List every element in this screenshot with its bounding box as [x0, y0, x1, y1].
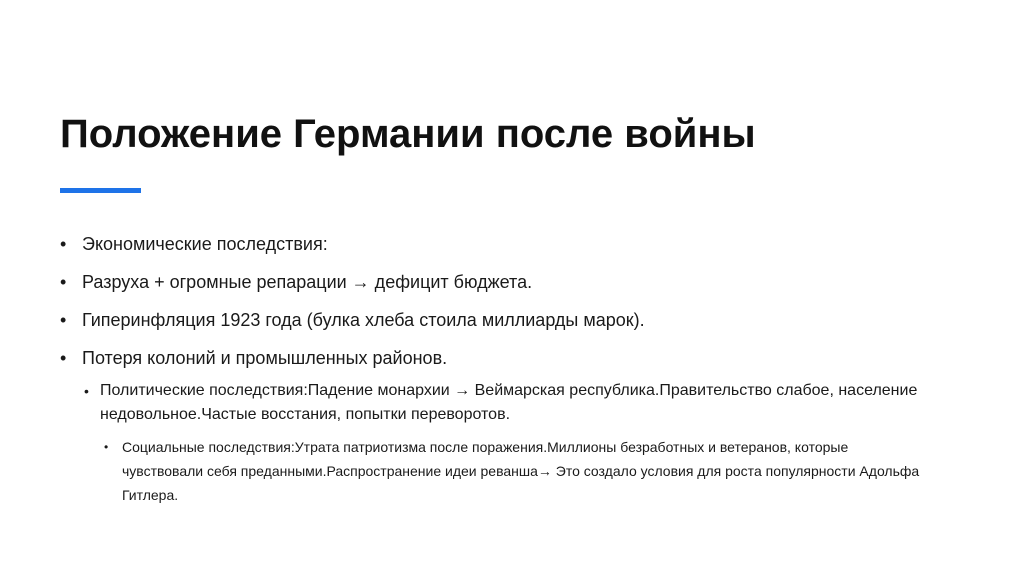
bullet-item-economic-header [60, 233, 960, 255]
bullet-dot-icon: • [60, 348, 67, 368]
bullet-dot-icon: • [84, 383, 89, 399]
slide-title: Положение Германии после войны [60, 112, 756, 156]
bullet-dot-icon: • [104, 440, 109, 454]
bullet-dot-icon: • [60, 234, 67, 254]
bullet-item-social [104, 435, 922, 507]
bullet-item-hyperinflation [60, 309, 960, 331]
bullet-text: Потеря колоний и промышленных районов. [82, 348, 448, 368]
bullet-item-ruin-reparations [60, 271, 960, 293]
bullet-item-loss-of-colonies [60, 347, 960, 369]
bullet-text: Разруха + огромные репарации → дефицит бюджета. [82, 272, 533, 292]
bullet-dot-icon: • [60, 272, 67, 292]
bullet-list [60, 233, 960, 507]
bullet-text: Экономические последствия: [82, 234, 328, 254]
bullet-text: Политические последствия:Падение монархии → Веймарская республика.Правительство слабое, население недовольное.Частые восстания, попытки переворотов. [100, 382, 918, 423]
bullet-dot-icon: • [60, 310, 67, 330]
title-accent-bar [60, 188, 141, 193]
bullet-text: Социальные последствия:Утрата патриотизма после поражения.Миллионы безработных и ветеранов, которые чувствовали себя преданными.Распространение идеи реванша→ Это создало условия для роста популярности Адольфа Гитлера. [122, 439, 920, 503]
bullet-text: Гиперинфляция 1923 года (булка хлеба стоила миллиарды марок). [82, 310, 645, 330]
bullet-item-political [84, 379, 920, 427]
